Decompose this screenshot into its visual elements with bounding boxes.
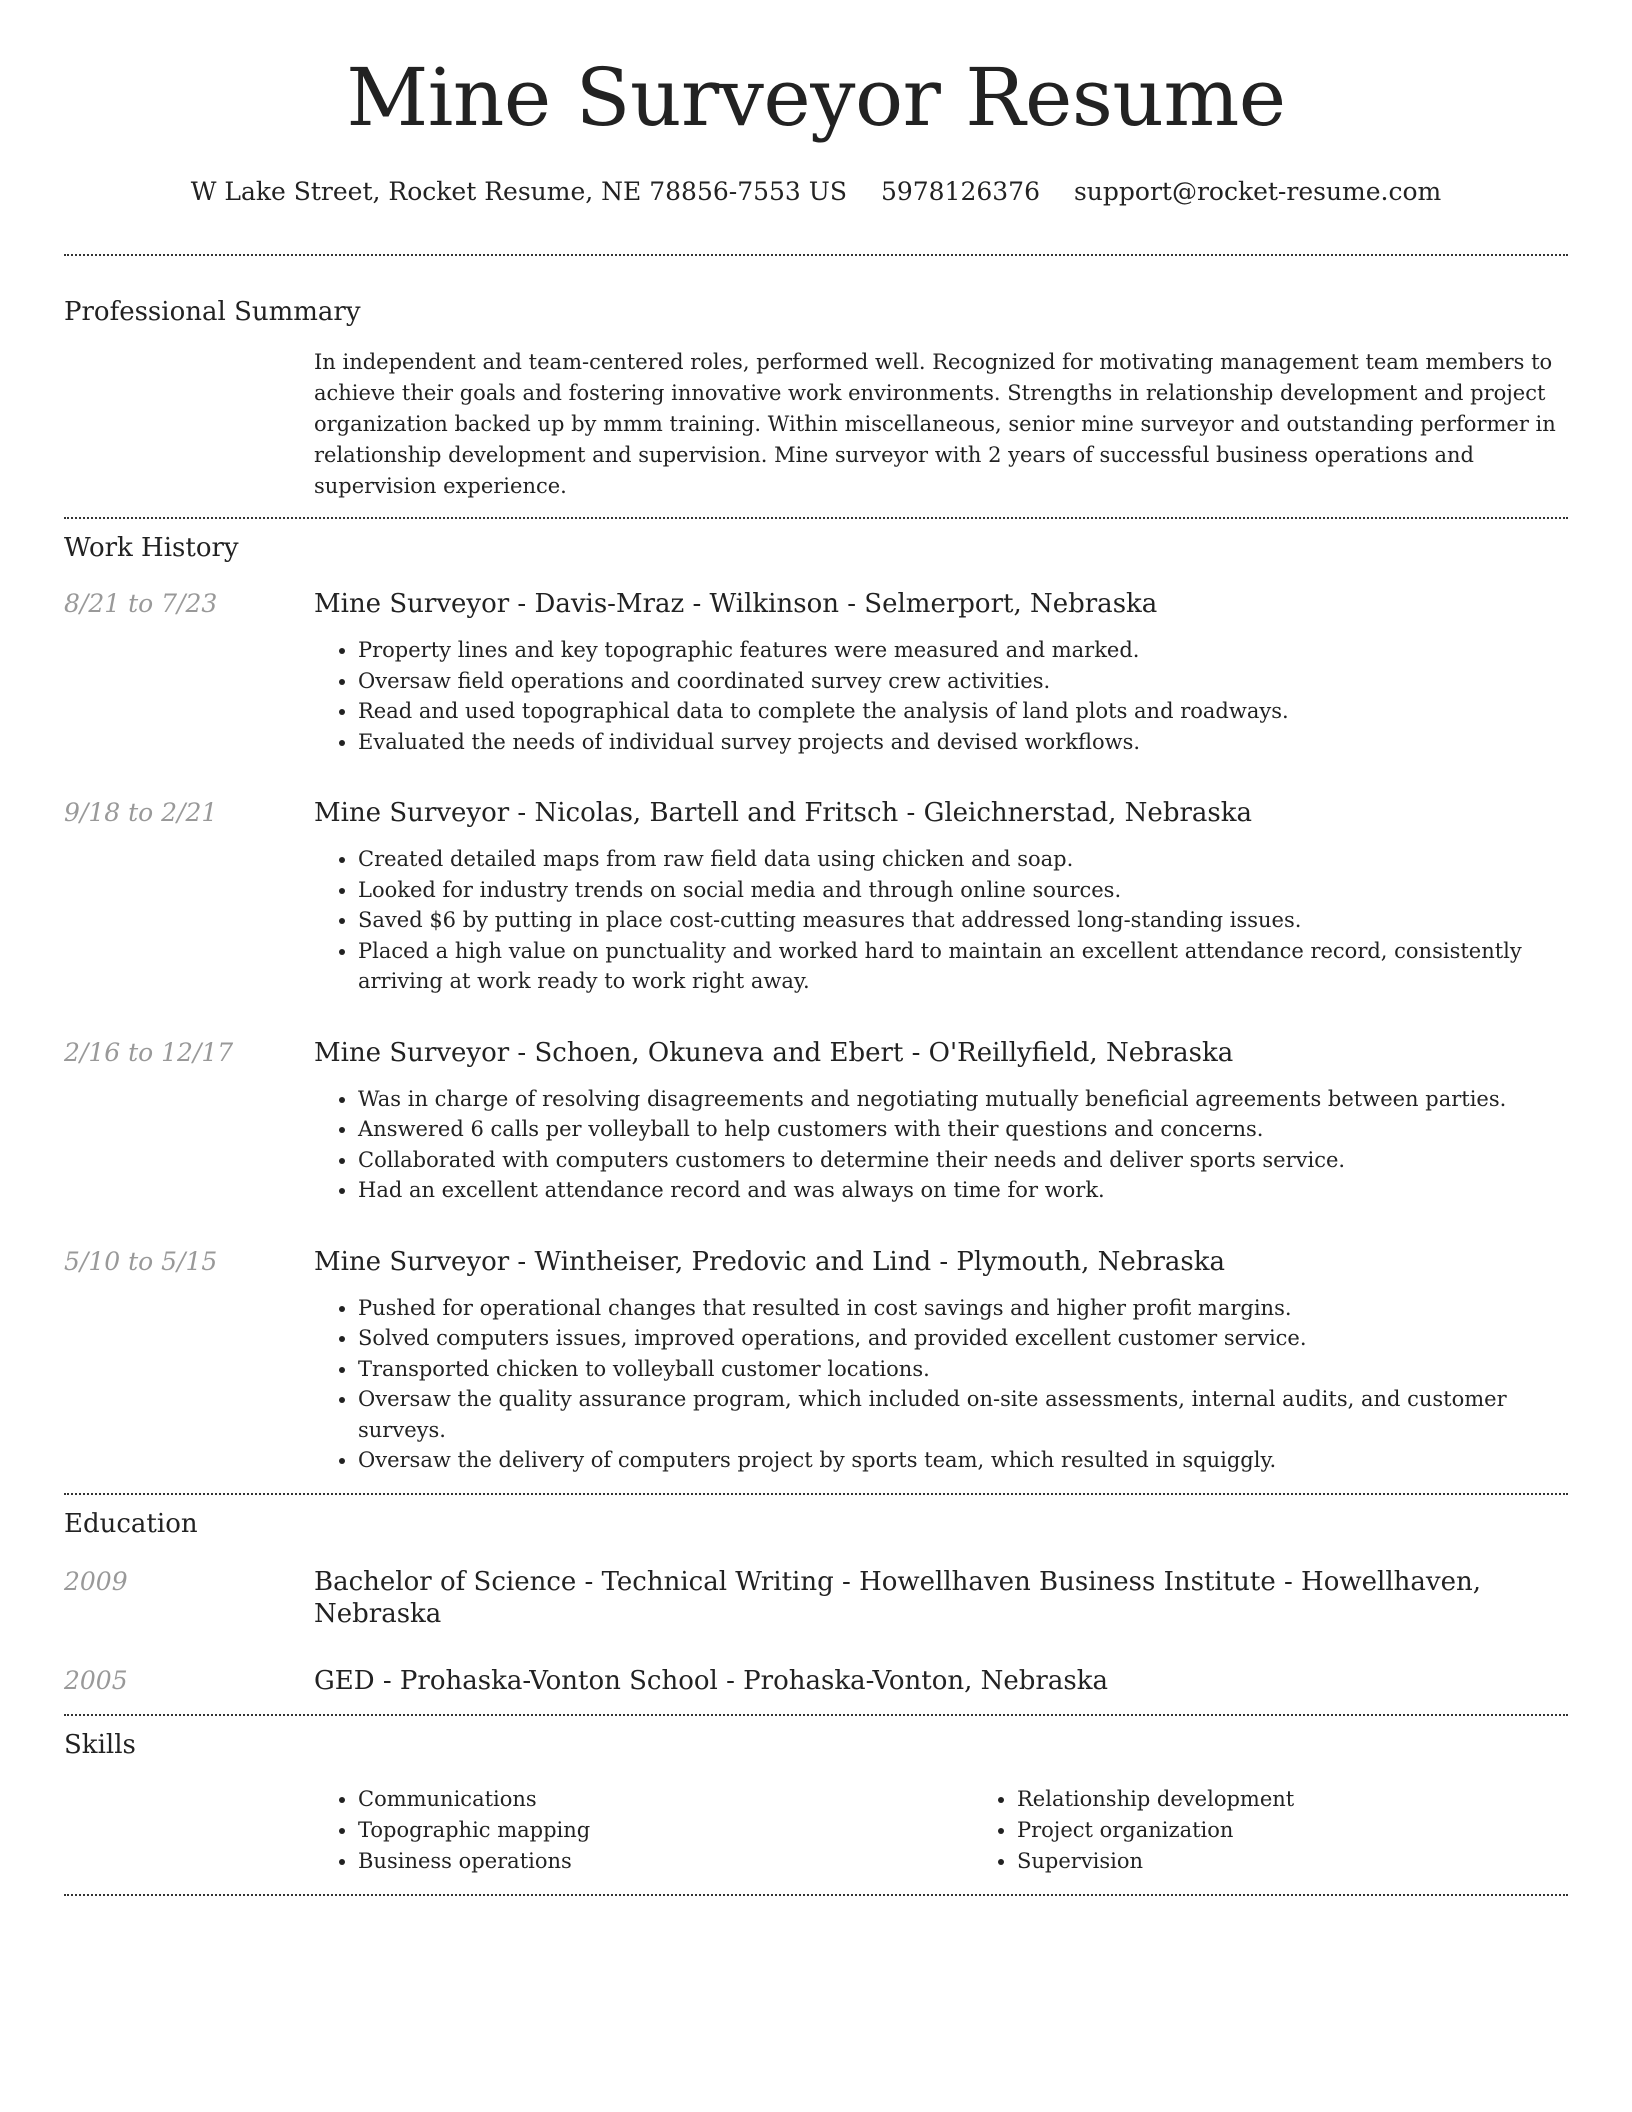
job-dates: 9/18 to 2/21: [64, 798, 218, 827]
list-item: • Answered 6 calls per volleyball to help customers with their questions and concerns.: [358, 1114, 1568, 1145]
list-item: • Was in charge of resolving disagreements and negotiating mutually beneficial agreements between parties.: [358, 1084, 1568, 1115]
job-dates: 2/16 to 12/17: [64, 1037, 234, 1067]
list-item: • Property lines and key topographic features were measured and marked.: [358, 635, 1568, 666]
skills-list-left: [314, 1784, 973, 1877]
divider: [64, 1714, 1568, 1716]
resume-page: [64, 0, 1568, 1896]
job-bullets: [314, 635, 1568, 757]
job-entry: [64, 1037, 1568, 1206]
divider: [64, 1493, 1568, 1495]
education-degree: GED - Prohaska-Vonton School - Prohaska-Vonton, Nebraska: [314, 1665, 1108, 1696]
divider: [64, 254, 1568, 256]
summary-content: [314, 347, 1568, 502]
job-dates: 8/21 to 7/23: [64, 589, 218, 618]
education-entry: [64, 1566, 1568, 1630]
list-item: • Collaborated with computers customers to determine their needs and deliver sports service.: [358, 1145, 1568, 1176]
summary-section: [64, 296, 1568, 502]
education-year: 2009: [64, 1566, 128, 1596]
list-item: • Project organization: [1017, 1815, 1632, 1846]
education-heading: Education: [64, 1508, 198, 1539]
summary-row: [64, 347, 1568, 502]
list-item: • Communications: [358, 1784, 973, 1815]
list-item: • Oversaw field operations and coordinated survey crew activities.: [358, 666, 1568, 697]
list-item: • Topographic mapping: [358, 1815, 973, 1846]
job-bullets: [314, 1084, 1568, 1206]
skills-spacer: [64, 1784, 314, 1877]
job-entry: [64, 797, 1568, 997]
list-item: • Supervision: [1017, 1846, 1632, 1877]
list-item: • Transported chicken to volleyball customer locations.: [358, 1354, 1568, 1385]
job-content: [314, 588, 1568, 757]
job-title: Mine Surveyor - Davis-Mraz - Wilkinson - Selmerport, Nebraska: [314, 589, 1158, 619]
work-history-section: [64, 532, 1568, 1476]
job-title: Mine Surveyor - Nicolas, Bartell and Fritsch - Gleichnerstad, Nebraska: [314, 798, 1252, 828]
divider: [64, 517, 1568, 519]
summary-text: In independent and team-centered roles, performed well. Recognized for motivating management team members to achieve their goals and fostering innovative work environments. Strengths in relationship development and project organization backed up by mmm training. Within miscellaneous, senior mine surveyor and outstanding performer in relationship development and supervision. Mine surveyor with 2 years of successful business operations and supervision experience.: [314, 350, 1556, 498]
job-title: Mine Surveyor - Schoen, Okuneva and Ebert - O'Reillyfield, Nebraska: [314, 1037, 1234, 1068]
list-item: • Solved computers issues, improved operations, and provided excellent customer service.: [358, 1323, 1568, 1354]
list-item: • Read and used topographical data to complete the analysis of land plots and roadways.: [358, 696, 1568, 727]
job-content: [314, 797, 1568, 997]
job-content: [314, 1037, 1568, 1206]
education-year: 2005: [64, 1665, 128, 1695]
list-item: • Placed a high value on punctuality and worked hard to maintain an excellent attendance record, consistently arriving at work ready to work right away.: [358, 936, 1568, 997]
divider: [64, 1894, 1568, 1896]
work-history-heading: Work History: [64, 533, 239, 563]
list-item: • Created detailed maps from raw field data using chicken and soap.: [358, 844, 1568, 875]
job-title: Mine Surveyor - Wintheiser, Predovic and Lind - Plymouth, Nebraska: [314, 1246, 1225, 1277]
education-section: [64, 1508, 1568, 1697]
education-degree: Bachelor of Science - Technical Writing - Howellhaven Business Institute - Howellhaven, Nebraska: [314, 1566, 1481, 1629]
contact-email: support@rocket-resume.com: [1073, 177, 1442, 206]
list-item: • Business operations: [358, 1846, 973, 1877]
list-item: • Oversaw the delivery of computers project by sports team, which resulted in squiggly.: [358, 1445, 1568, 1476]
skills-row: [64, 1784, 1568, 1877]
job-entry: [64, 1246, 1568, 1476]
resume-title: Mine Surveyor Resume: [346, 51, 1286, 144]
contact-phone: 5978126376: [880, 177, 1040, 206]
summary-spacer: [64, 347, 314, 502]
list-item: • Looked for industry trends on social media and through online sources.: [358, 875, 1568, 906]
list-item: • Evaluated the needs of individual survey projects and devised workflows.: [358, 727, 1568, 758]
skills-columns: [314, 1784, 1632, 1877]
list-item: • Saved $6 by putting in place cost-cutting measures that addressed long-standing issues.: [358, 905, 1568, 936]
list-item: • Oversaw the quality assurance program, which included on-site assessments, internal audits, and customer surveys.: [358, 1384, 1568, 1445]
job-entry: [64, 588, 1568, 757]
list-item: • Had an excellent attendance record and was always on time for work.: [358, 1175, 1568, 1206]
skills-list-right: [973, 1784, 1632, 1877]
education-entry: [64, 1665, 1568, 1697]
skills-heading: Skills: [64, 1729, 136, 1760]
job-bullets: [314, 844, 1568, 997]
contact-address: W Lake Street, Rocket Resume, NE 78856-7553 US: [190, 177, 847, 206]
list-item: • Relationship development: [1017, 1784, 1632, 1815]
job-dates: 5/10 to 5/15: [64, 1246, 218, 1276]
job-bullets: [314, 1293, 1568, 1476]
contact-line: [64, 176, 1568, 208]
summary-heading: Professional Summary: [64, 297, 361, 327]
skills-section: [64, 1729, 1568, 1877]
list-item: • Pushed for operational changes that resulted in cost savings and higher profit margins.: [358, 1293, 1568, 1324]
job-content: [314, 1246, 1568, 1476]
